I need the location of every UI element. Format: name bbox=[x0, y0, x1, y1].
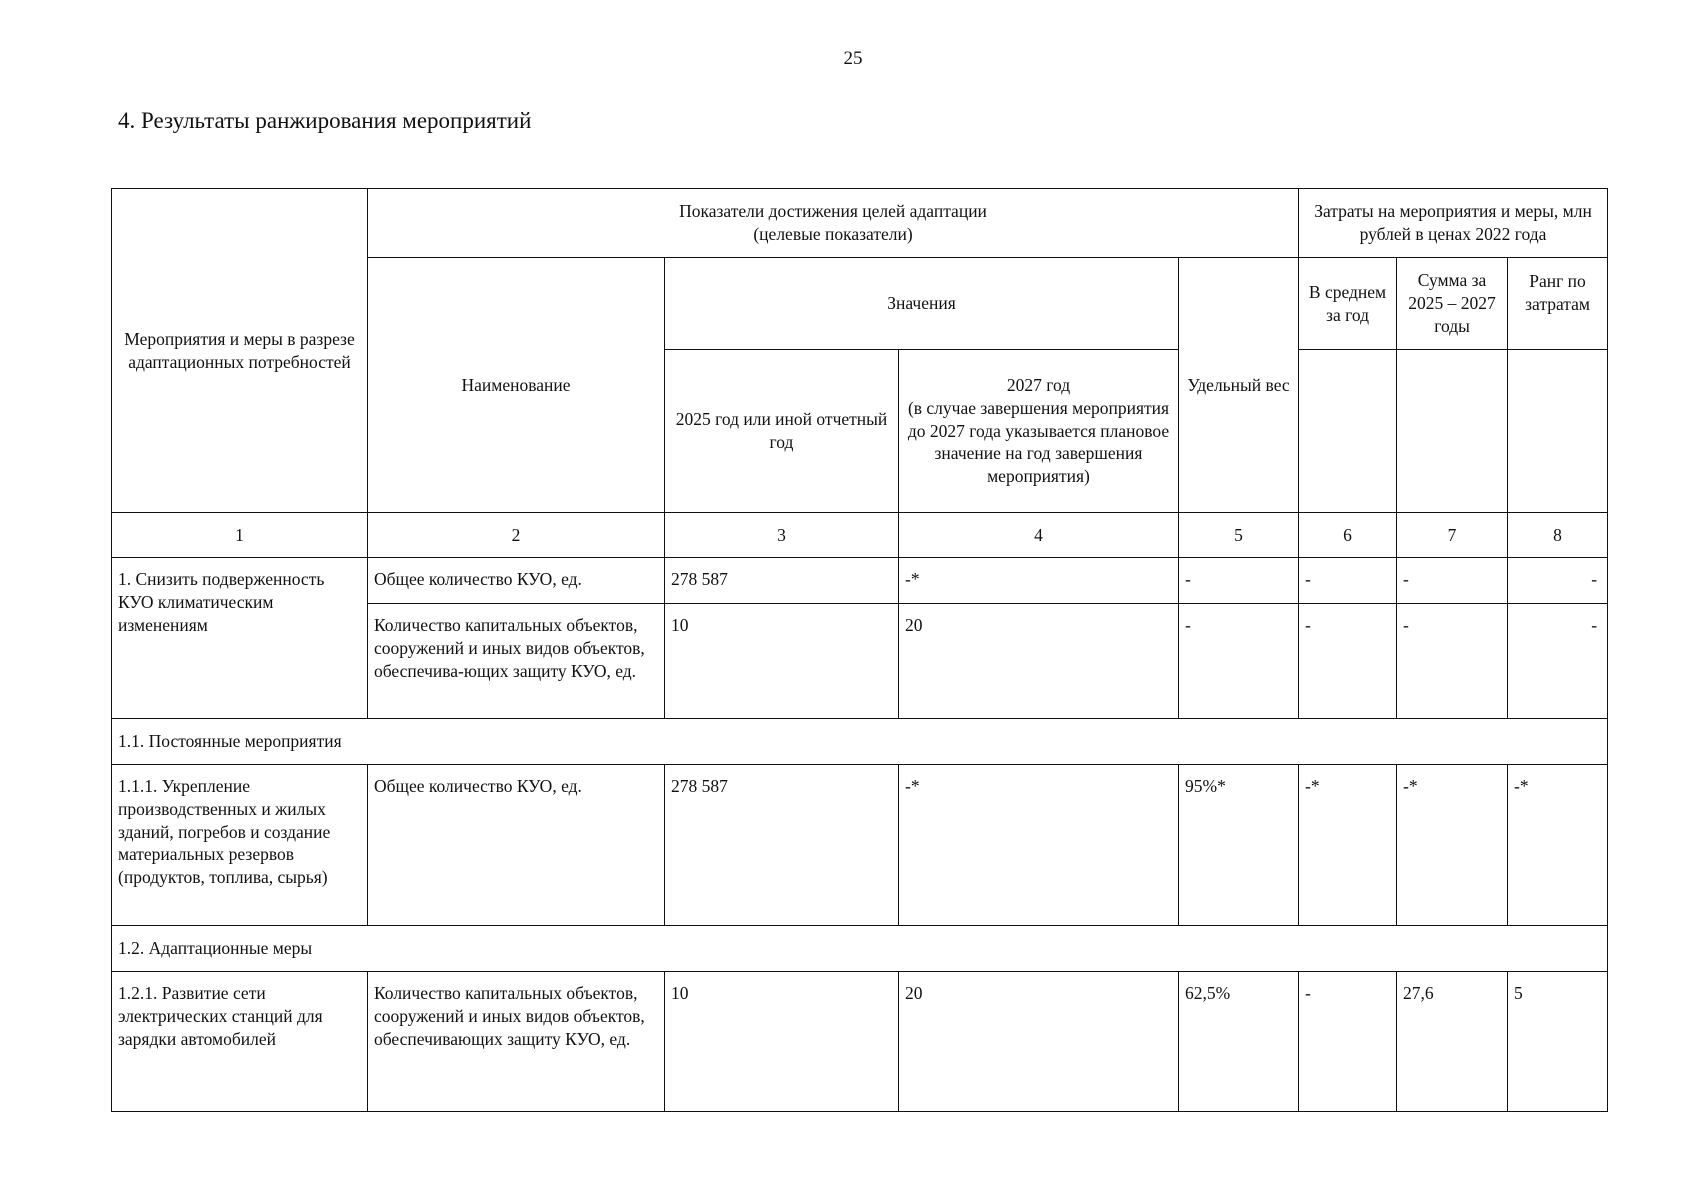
value-2027: -* bbox=[899, 765, 1179, 926]
header-rank: Ранг по затратам bbox=[1508, 258, 1608, 350]
header-indicators-group bbox=[368, 189, 1299, 258]
column-number: 3 bbox=[665, 513, 899, 558]
page-number: 25 bbox=[843, 48, 863, 69]
rank-value: 5 bbox=[1508, 972, 1608, 1112]
indicator-name: Общее количество КУО, ед. bbox=[368, 765, 665, 926]
avg-year-value: - bbox=[1299, 972, 1397, 1112]
indicator-name: Общее количество КУО, ед. bbox=[368, 558, 665, 604]
column-number: 4 bbox=[899, 513, 1179, 558]
avg-year-value: -* bbox=[1299, 765, 1397, 926]
sum-value: 27,6 bbox=[1397, 972, 1508, 1112]
header-indicators-subtitle: (целевые показатели) bbox=[753, 224, 913, 244]
header-rank-empty bbox=[1508, 350, 1608, 513]
value-2027: -* bbox=[899, 558, 1179, 604]
section-row bbox=[112, 926, 1608, 972]
sum-value: - bbox=[1397, 558, 1508, 604]
column-number: 6 bbox=[1299, 513, 1397, 558]
value-2025: 10 bbox=[665, 972, 899, 1112]
header-indicators-title: Показатели достижения целей адаптации bbox=[679, 201, 987, 222]
section-row bbox=[112, 719, 1608, 765]
ranking-table bbox=[111, 188, 1608, 1112]
measure-cell: 1. Снизить подверженность КУО климатическим изменениям bbox=[112, 558, 368, 719]
header-sum-2025-2027: Сумма за 2025 – 2027 годы bbox=[1397, 258, 1508, 350]
value-2025: 10 bbox=[665, 604, 899, 719]
column-number: 5 bbox=[1179, 513, 1299, 558]
weight-value: 62,5% bbox=[1179, 972, 1299, 1112]
avg-year-value: - bbox=[1299, 558, 1397, 604]
header-avg-year-empty bbox=[1299, 350, 1397, 513]
header-value-2027 bbox=[899, 350, 1179, 513]
value-2027: 20 bbox=[899, 972, 1179, 1112]
header-name: Наименование bbox=[368, 258, 665, 513]
column-number: 1 bbox=[112, 513, 368, 558]
table-row bbox=[112, 972, 1608, 1112]
column-number: 2 bbox=[368, 513, 665, 558]
header-avg-year: В среднем за год bbox=[1299, 258, 1397, 350]
rank-value: - bbox=[1508, 558, 1608, 604]
weight-value: - bbox=[1179, 558, 1299, 604]
weight-value: - bbox=[1179, 604, 1299, 719]
section-title: 4. Результаты ранжирования мероприятий bbox=[118, 108, 532, 133]
column-number: 8 bbox=[1508, 513, 1608, 558]
value-2027: 20 bbox=[899, 604, 1179, 719]
header-values-group: Значения bbox=[665, 258, 1179, 350]
rank-value: - bbox=[1508, 604, 1608, 719]
value-2025: 278 587 bbox=[665, 765, 899, 926]
table-row bbox=[112, 558, 1608, 604]
measure-cell: 1.1.1. Укрепление производственных и жилых зданий, погребов и создание материальных резервов (продуктов, топлива, сырья) bbox=[112, 765, 368, 926]
header-value-2027-note: (в случае завершения мероприятия до 2027 года указывается плановое значение на год завершения мероприятия) bbox=[907, 397, 1170, 487]
column-number-row bbox=[112, 513, 1608, 558]
measure-cell: 1.2.1. Развитие сети электрических станций для зарядки автомобилей bbox=[112, 972, 368, 1112]
weight-value: 95%* bbox=[1179, 765, 1299, 926]
header-measures: Мероприятия и меры в разрезе адаптационных потребностей bbox=[112, 189, 368, 513]
value-2025: 278 587 bbox=[665, 558, 899, 604]
sum-value: - bbox=[1397, 604, 1508, 719]
header-costs-group: Затраты на мероприятия и меры, млн рублей в ценах 2022 года bbox=[1299, 189, 1608, 258]
table-row bbox=[112, 765, 1608, 926]
section-1-2-label: 1.2. Адаптационные меры bbox=[112, 926, 1608, 972]
indicator-name: Количество капитальных объектов, сооружений и иных видов объектов, обеспечива-ющих защиту КУО, ед. bbox=[368, 604, 665, 719]
header-value-2025: 2025 год или иной отчетный год bbox=[665, 350, 899, 513]
header-weight: Удельный вес bbox=[1179, 258, 1299, 513]
section-1-1-label: 1.1. Постоянные мероприятия bbox=[112, 719, 1608, 765]
avg-year-value: - bbox=[1299, 604, 1397, 719]
indicator-name: Количество капитальных объектов, сооружений и иных видов объектов, обеспечивающих защиту КУО, ед. bbox=[368, 972, 665, 1112]
header-sum-empty bbox=[1397, 350, 1508, 513]
rank-value: -* bbox=[1508, 765, 1608, 926]
header-value-2027-year: 2027 год bbox=[1006, 375, 1071, 396]
column-number: 7 bbox=[1397, 513, 1508, 558]
sum-value: -* bbox=[1397, 765, 1508, 926]
